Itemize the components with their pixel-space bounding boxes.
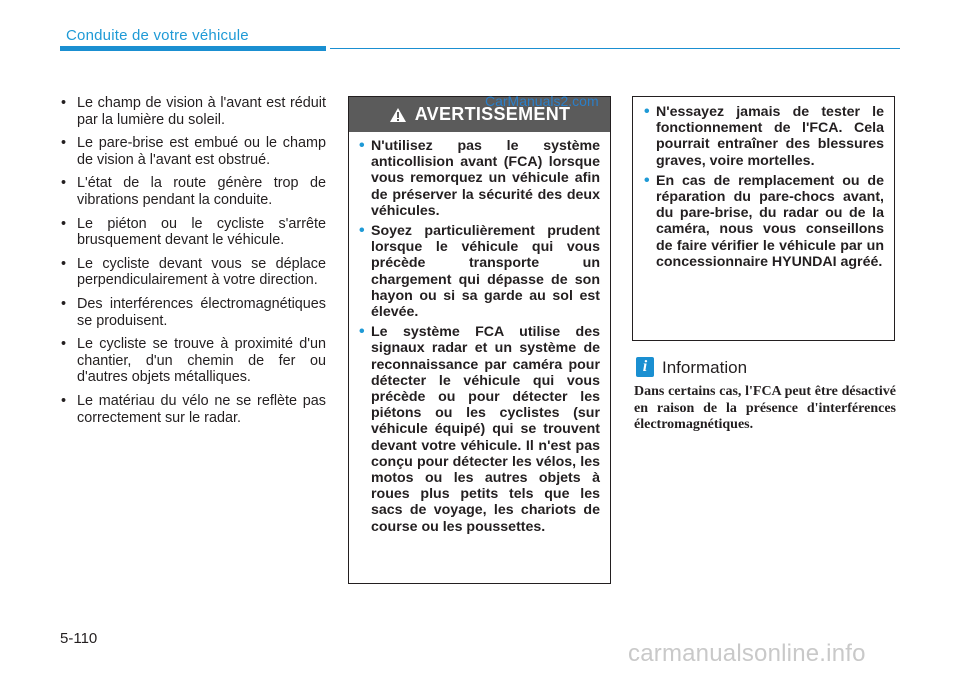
warning-box xyxy=(348,96,611,584)
list-item: • L'état de la route génère trop de vibrations pendant la conduite. xyxy=(60,175,326,208)
warning-item: • N'essayez jamais de tester le fonctionnement de l'FCA. Cela pourrait entraîner des blessures graves, voire mortelles. xyxy=(644,104,884,169)
list-item: • Le matériau du vélo ne se reflète pas correctement sur le radar. xyxy=(60,393,326,426)
warning-heading: AVERTISSEMENT xyxy=(414,104,571,124)
list-item: • Des interférences électromagnétiques se produisent. xyxy=(60,296,326,329)
page-number: 5-110 xyxy=(60,630,98,647)
section-title: Conduite de votre véhicule xyxy=(66,27,249,44)
conditions-list xyxy=(60,95,326,433)
header-rule-thin xyxy=(330,48,900,49)
warning-continued-list xyxy=(644,104,884,270)
warning-item: • Soyez particulièrement prudent lorsque le véhicule qui vous précède transporte un chargement qui dépasse de son hayon ou si sa garde au sol est élevée. xyxy=(359,223,600,320)
header-rule-thick xyxy=(60,46,326,51)
warning-item: • En cas de remplacement ou de réparation du pare-chocs avant, du pare-brise, du radar ou de la caméra, nous vous conseillons de faire vérifier le véhicule par un concessionnaire HYUNDAI agréé. xyxy=(644,173,884,270)
footer-watermark: carmanualsonline.info xyxy=(628,640,866,667)
list-item: • Le cycliste se trouve à proximité d'un chantier, d'un chemin de fer ou d'autres objets métalliques. xyxy=(60,336,326,386)
warning-triangle-icon xyxy=(389,107,407,123)
info-icon: i xyxy=(636,357,654,377)
list-item: • Le piéton ou le cycliste s'arrête brusquement devant le véhicule. xyxy=(60,216,326,249)
info-text: Dans certains cas, l'FCA peut être désactivé en raison de la présence d'interférences électromagnétiques. xyxy=(634,384,896,433)
site-watermark: CarManuals2.com xyxy=(485,93,599,109)
warning-item: • N'utilisez pas le système anticollision avant (FCA) lorsque vous remorquez un véhicule afin de préserver la sécurité des deux véhicules. xyxy=(359,138,600,219)
list-item: • Le champ de vision à l'avant est réduit par la lumière du soleil. xyxy=(60,95,326,128)
info-title: Information xyxy=(662,358,748,377)
warning-list xyxy=(349,132,610,535)
warning-item: • Le système FCA utilise des signaux radar et un système de reconnaissance par caméra pour détecter le véhicule qui vous précède ou pour détecter les piétons ou les cyclistes (sur véhicule équipé) qui se trouvent devant votre véhicule. Il n'est pas conçu pour détecter les vélos, les motos ou les autres objets à roues plus petits tels que les sacs de voyage, les chariots de course ou les poussettes. xyxy=(359,324,600,535)
list-item: • Le cycliste devant vous se déplace perpendiculairement à votre direction. xyxy=(60,256,326,289)
list-item: • Le pare-brise est embué ou le champ de vision à l'avant est obstrué. xyxy=(60,135,326,168)
warning-continued-box xyxy=(632,96,895,341)
